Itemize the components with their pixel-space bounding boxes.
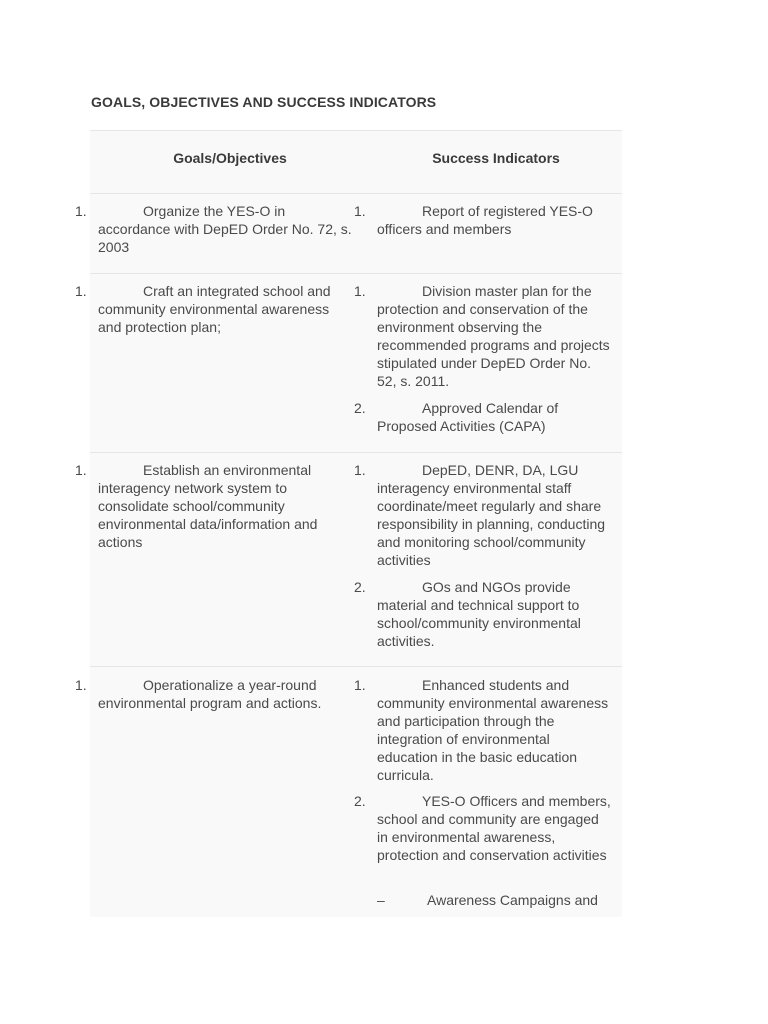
indicator-text: Division master plan for the protection and conservation of the environment observing the recommended programs and projects stipulated under DepED Order No. 52, s. 2011. — [377, 283, 610, 389]
indicator-number: 2. — [354, 793, 366, 809]
goal-number: 1. — [75, 203, 87, 219]
indicator-text: Enhanced students and community environmental awareness and participation through the integration of environmental education in the basic education curricula. — [377, 677, 609, 783]
indicator-text: Approved Calendar of Proposed Activities (CAPA) — [377, 400, 559, 434]
goal-text: Organize the YES-O in accordance with DepED Order No. 72, s. 2003 — [98, 203, 352, 255]
indicator-number: 1. — [354, 677, 366, 693]
goal-text: Craft an integrated school and community environmental awareness and protection plan; — [98, 283, 331, 335]
page-title: GOALS, OBJECTIVES AND SUCCESS INDICATORS — [91, 94, 437, 110]
goal-number: 1. — [75, 677, 87, 693]
indicator-number: 1. — [354, 203, 366, 219]
indicator-number: 2. — [354, 400, 366, 416]
indicator-number: 1. — [354, 283, 366, 299]
indicator-text: GOs and NGOs provide material and technical support to school/community environmental activities. — [377, 579, 581, 649]
goal-text: Establish an environmental interagency network system to consolidate school/community environmental data/information and actions — [98, 462, 318, 550]
indicator-number: 2. — [354, 579, 366, 595]
table-header-row — [90, 131, 622, 194]
indicator-text: Report of registered YES-O officers and members — [377, 203, 593, 237]
header-goals-objectives: Goals/Objectives — [173, 150, 287, 166]
header-success-indicators: Success Indicators — [432, 150, 560, 166]
indicator-text: YES-O Officers and members, school and community are engaged in environmental awareness, protection and conservation activities — [377, 793, 611, 863]
goal-text: Operationalize a year-round environmental program and actions. — [98, 677, 322, 711]
indicator-number: 1. — [354, 462, 366, 478]
indicator-dash: – — [377, 892, 385, 908]
indicator-text: DepED, DENR, DA, LGU interagency environmental staff coordinate/meet regularly and share responsibility in planning, conducting and monitoring school/community activities — [377, 462, 606, 568]
indicator-text: Awareness Campaigns and — [427, 892, 598, 908]
goal-number: 1. — [75, 283, 87, 299]
goal-number: 1. — [75, 462, 87, 478]
